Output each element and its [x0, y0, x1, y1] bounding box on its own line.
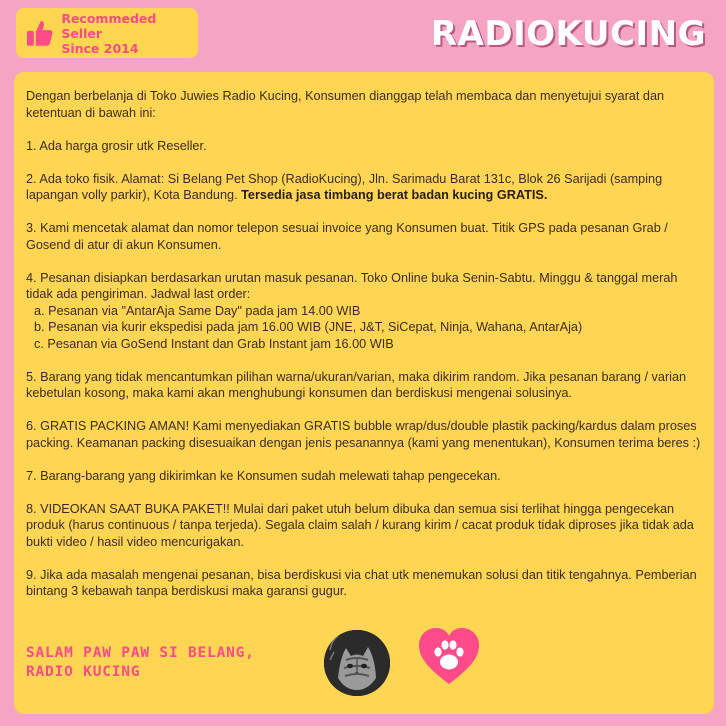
heart-paw-icon	[416, 624, 482, 690]
terms-text	[26, 88, 706, 616]
term-8: 8. VIDEOKAN SAAT BUKA PAKET!! Mulai dari paket utuh belum dibuka dan semua sisi terlihat hingga pengecekan produk (harus continuous / tanpa terjeda). Segala claim salah / kurang kirim / cacat produk tidak diproses jika tidak ada bukti video / hasil video mencurigakan.	[26, 501, 694, 549]
term-4: 4. Pesanan disiapkan berdasarkan urutan masuk pesanan. Toko Online buka Senin-Sabtu. Minggu & tanggal merah tidak ada pengiriman. Jadwal last order:	[26, 270, 678, 301]
term-1: 1. Ada harga grosir utk Reseller.	[26, 138, 207, 153]
term-2-text: 2. Ada toko fisik. Alamat: Si Belang Pet Shop (RadioKucing), Jln. Sarimadu Barat 131c, Blok 26 Sarijadi (samping lapangan volly parkir), Kota Bandung.	[26, 171, 663, 202]
brand-title: RADIOKUCING	[430, 14, 706, 54]
signature	[26, 644, 255, 682]
term-7: 7. Barang-barang yang dikirimkan ke Konsumen sudah melewati tahap pengecekan.	[26, 468, 501, 483]
cat-illustration	[324, 630, 390, 696]
cat-photo	[324, 630, 390, 696]
term-3: 3. Kami mencetak alamat dan nomor telepon sesuai invoice yang Konsumen buat. Titik GPS pada pesanan Grab / Gosend di atur di akun Konsumen.	[26, 221, 668, 252]
term-9: 9. Jika ada masalah mengenai pesanan, bisa berdiskusi via chat utk menemukan solusi dan titik tengahnya. Pemberian bintang 3 kebawah tanpa berdiskusi maka garansi gugur.	[26, 567, 697, 598]
term-5: 5. Barang yang tidak mencantumkan pilihan warna/ukuran/varian, maka dikirim random. Jika pesanan barang / varian kebetulan kosong, maka kami akan menghubungi konsumen dan berdiskusi mengenai solusinya.	[26, 369, 687, 400]
term-4c: c. Pesanan via GoSend Instant dan Grab Instant jam 16.00 WIB	[34, 336, 394, 351]
badge-line-2: Since 2014	[61, 40, 139, 56]
intro-text: Dengan berbelanja di Toko Juwies Radio Kucing, Konsumen dianggap telah membaca dan menyetujui syarat dan ketentuan di bawah ini:	[26, 89, 665, 120]
signature-line-2: RADIO KUCING	[26, 664, 141, 680]
term-4b: b. Pesanan via kurir ekspedisi pada jam 16.00 WIB (JNE, J&T, SiCepat, Ninja, Wahana, AntarAja)	[34, 320, 583, 334]
signature-line-1: SALAM PAW PAW SI BELANG,	[26, 645, 255, 661]
recommended-seller-badge	[16, 8, 198, 58]
term-6: 6. GRATIS PACKING AMAN! Kami menyediakan GRATIS bubble wrap/dus/double plastik packing/kardus dalam proses packing. Keamanan packing disesuaikan dengan jenis pesanannya (kami yang menentukan), Konsumen terima beres :)	[26, 419, 701, 450]
term-2-highlight: Tersedia jasa timbang berat badan kucing GRATIS.	[241, 188, 548, 202]
badge-line-1: Recommeded Seller	[61, 10, 157, 41]
thumbs-up-icon	[26, 18, 53, 48]
term-2	[26, 171, 706, 204]
term-4a: a. Pesanan via "AntarAja Same Day" pada jam 14.00 WIB	[34, 303, 361, 318]
